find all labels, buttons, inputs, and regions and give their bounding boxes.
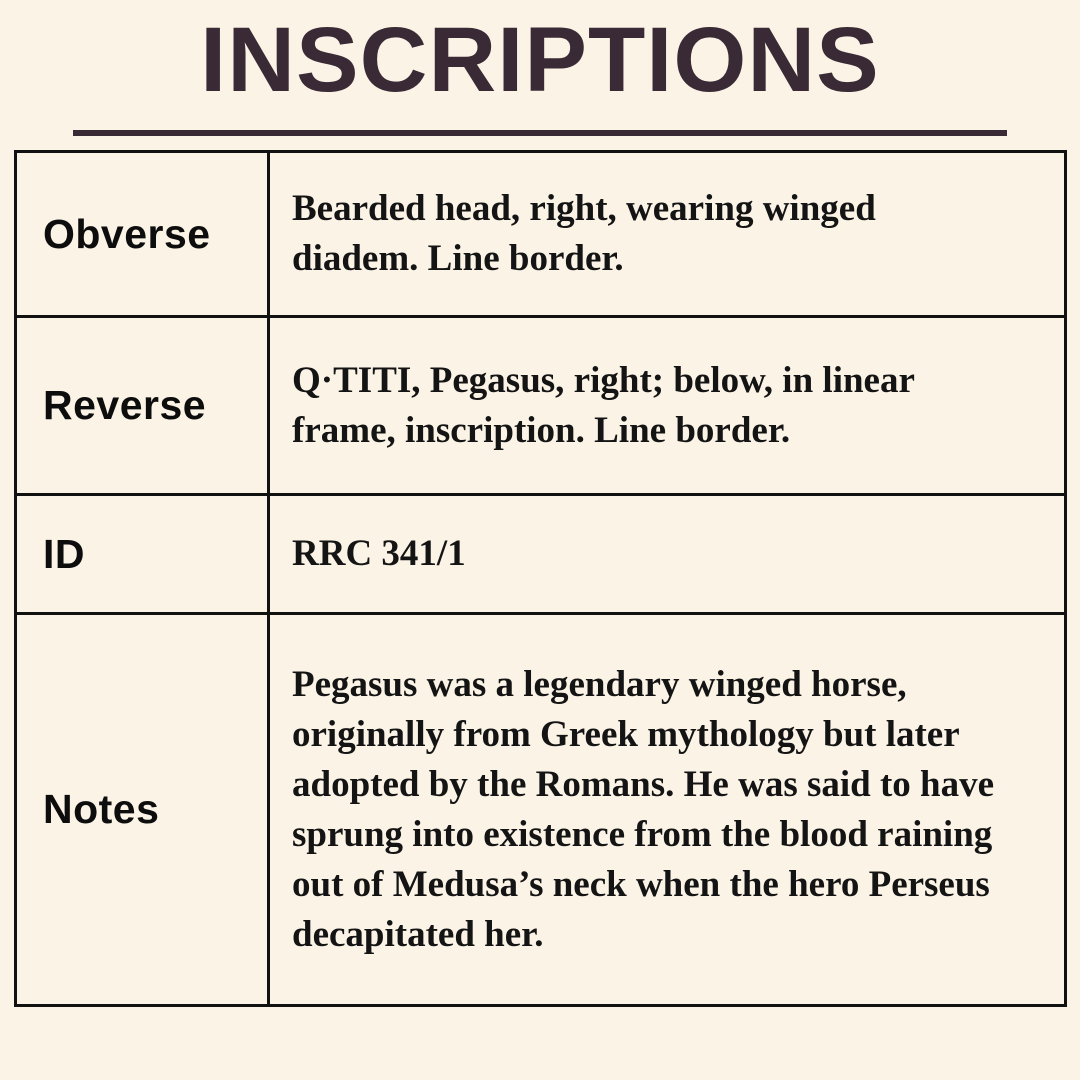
header bbox=[0, 0, 1080, 136]
notes-label: Notes bbox=[16, 614, 269, 1006]
page-title: INSCRIPTIONS bbox=[200, 9, 880, 111]
notes-value: Pegasus was a legendary winged horse, originally from Greek mythology but later adopted by the Romans. He was said to have sprung into existence from the blood raining out of Medusa’s neck when the hero Perseus decapitated her. bbox=[269, 614, 1066, 1006]
table-row-notes bbox=[16, 614, 1066, 1006]
table-row-reverse bbox=[16, 317, 1066, 495]
table-row-obverse bbox=[16, 152, 1066, 317]
reverse-label: Reverse bbox=[16, 317, 269, 495]
title-underline-rule bbox=[73, 130, 1007, 136]
reverse-value: Q·TITI, Pegasus, right; below, in linear frame, inscription. Line border. bbox=[269, 317, 1066, 495]
table-row-id bbox=[16, 495, 1066, 614]
id-value: RRC 341/1 bbox=[269, 495, 1066, 614]
inscriptions-table bbox=[14, 150, 1067, 1007]
obverse-label: Obverse bbox=[16, 152, 269, 317]
id-label: ID bbox=[16, 495, 269, 614]
obverse-value: Bearded head, right, wearing winged diadem. Line border. bbox=[269, 152, 1066, 317]
